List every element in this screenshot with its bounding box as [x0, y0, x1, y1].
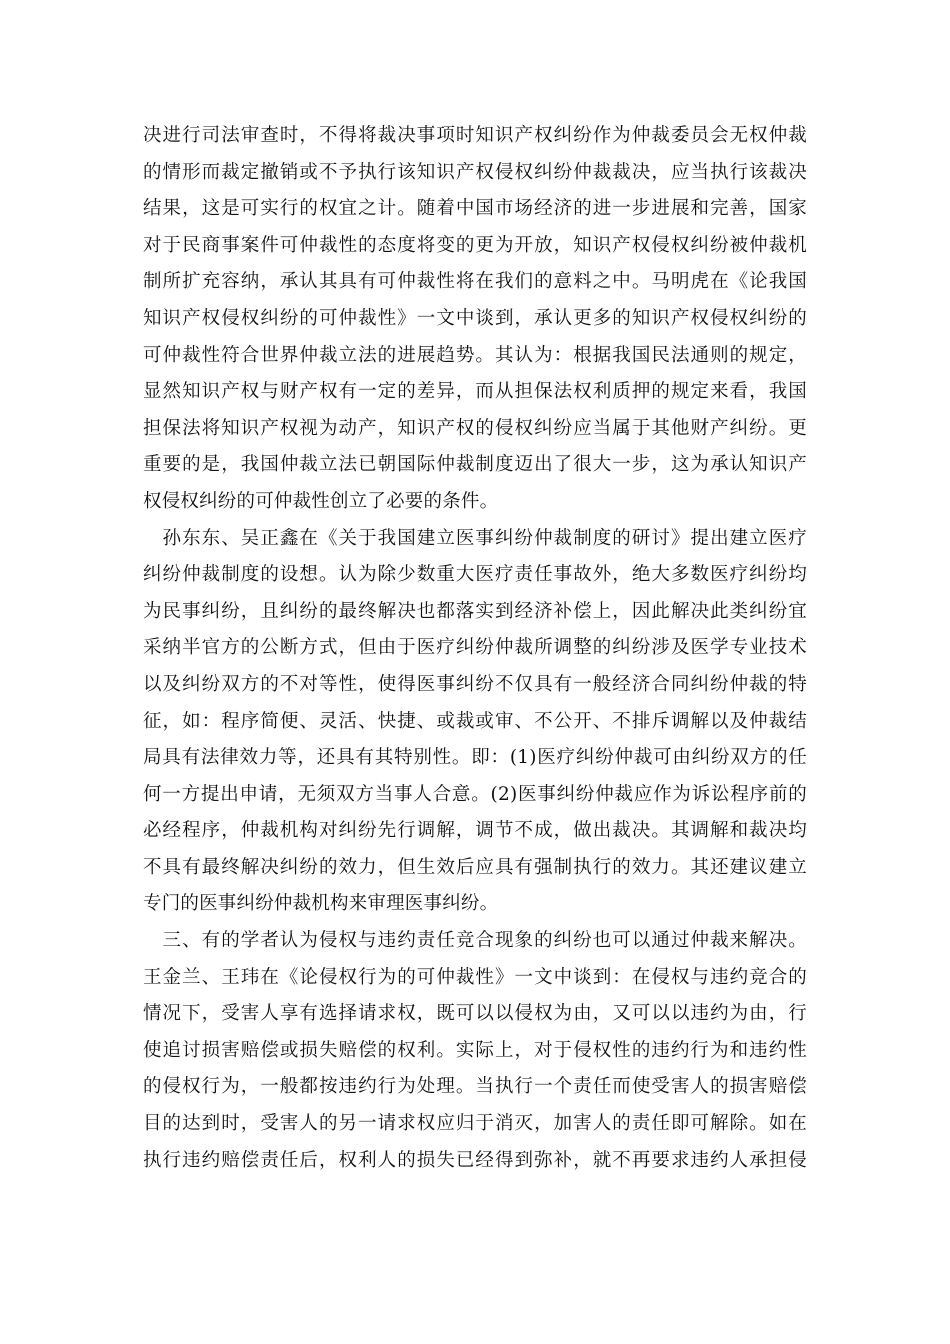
- document-body: [143, 118, 807, 1179]
- paragraph-3: [143, 923, 807, 1179]
- text-line: 不具有最终解决纠纷的效力，但生效后应具有强制执行的效力。其还建议建立: [143, 856, 807, 878]
- text-line: 重要的是，我国仲裁立法已朝国际仲裁制度迈出了很大一步，这为承认知识产: [143, 454, 807, 476]
- text-line: 对于民商事案件可仲裁性的态度将变的更为开放，知识产权侵权纠纷被仲裁机: [143, 234, 807, 256]
- text-line: 三、有的学者认为侵权与违约责任竞合现象的纠纷也可以通过仲裁来解决。: [143, 930, 807, 952]
- paragraph-1: [143, 118, 807, 521]
- text-line: 目的达到时，受害人的另一请求权应归于消灭，加害人的责任即可解除。如在: [143, 1113, 807, 1135]
- text-line: 权侵权纠纷的可仲裁性创立了必要的条件。: [143, 490, 499, 512]
- text-line: 的侵权行为，一般都按违约行为处理。当执行一个责任而使受害人的损害赔偿: [143, 1076, 807, 1098]
- text-line: 制所扩充容纳，承认其具有可仲裁性将在我们的意料之中。马明虎在《论我国: [143, 271, 807, 293]
- text-line: 何一方提出申请，无须双方当事人合意。(2)医事纠纷仲裁应作为诉讼程序前的: [143, 783, 807, 805]
- text-line: 使追讨损害赔偿或损失赔偿的权利。实际上，对于侵权性的违约行为和违约性: [143, 1039, 807, 1061]
- text-line: 结果，这是可实行的权宜之计。随着中国市场经济的进一步进展和完善，国家: [143, 198, 807, 220]
- text-line: 王金兰、王玮在《论侵权行为的可仲裁性》一文中谈到：在侵权与违约竞合的: [143, 966, 807, 988]
- text-line: 纠纷仲裁制度的设想。认为除少数重大医疗责任事故外，绝大多数医疗纠纷均: [143, 564, 807, 586]
- text-line: 的情形而裁定撤销或不予执行该知识产权侵权纠纷仲裁裁决，应当执行该裁决: [143, 161, 807, 183]
- text-line: 知识产权侵权纠纷的可仲裁性》一文中谈到，承认更多的知识产权侵权纠纷的: [143, 307, 807, 329]
- text-line: 必经程序，仲裁机构对纠纷先行调解，调节不成，做出裁决。其调解和裁决均: [143, 820, 807, 842]
- text-line: 显然知识产权与财产权有一定的差异，而从担保法权利质押的规定来看，我国: [143, 381, 807, 403]
- text-line: 决进行司法审查时，不得将裁决事项时知识产权纠纷作为仲裁委员会无权仲裁: [143, 125, 807, 146]
- text-line: 担保法将知识产权视为动产，知识产权的侵权纠纷应当属于其他财产纠纷。更: [143, 417, 807, 439]
- text-line: 局具有法律效力等，还具有其特别性。即：(1)医疗纠纷仲裁可由纠纷双方的任: [143, 747, 807, 769]
- text-line: 情况下，受害人享有选择请求权，既可以以侵权为由，又可以以违约为由，行: [143, 1003, 807, 1025]
- text-line: 孙东东、吴正鑫在《关于我国建立医事纠纷仲裁制度的研讨》提出建立医疗: [143, 527, 807, 549]
- text-line: 可仲裁性符合世界仲裁立法的进展趋势。其认为：根据我国民法通则的规定，: [143, 344, 807, 366]
- text-line: 为民事纠纷，且纠纷的最终解决也都落实到经济补偿上，因此解决此类纠纷宜: [143, 600, 807, 622]
- text-line: 专门的医事纠纷仲裁机构来审理医事纠纷。: [143, 893, 499, 915]
- paragraph-2: [143, 521, 807, 924]
- text-line: 执行违约赔偿责任后，权利人的损失已经得到弥补，就不再要求违约人承担侵: [143, 1149, 807, 1171]
- text-line: 采纳半官方的公断方式，但由于医疗纠纷仲裁所调整的纠纷涉及医学专业技术: [143, 637, 807, 659]
- text-line: 以及纠纷双方的不对等性，使得医事纠纷不仅具有一般经济合同纠纷仲裁的特: [143, 673, 807, 695]
- text-line: 征，如：程序简便、灵活、快捷、或裁或审、不公开、不排斥调解以及仲裁结: [143, 710, 807, 732]
